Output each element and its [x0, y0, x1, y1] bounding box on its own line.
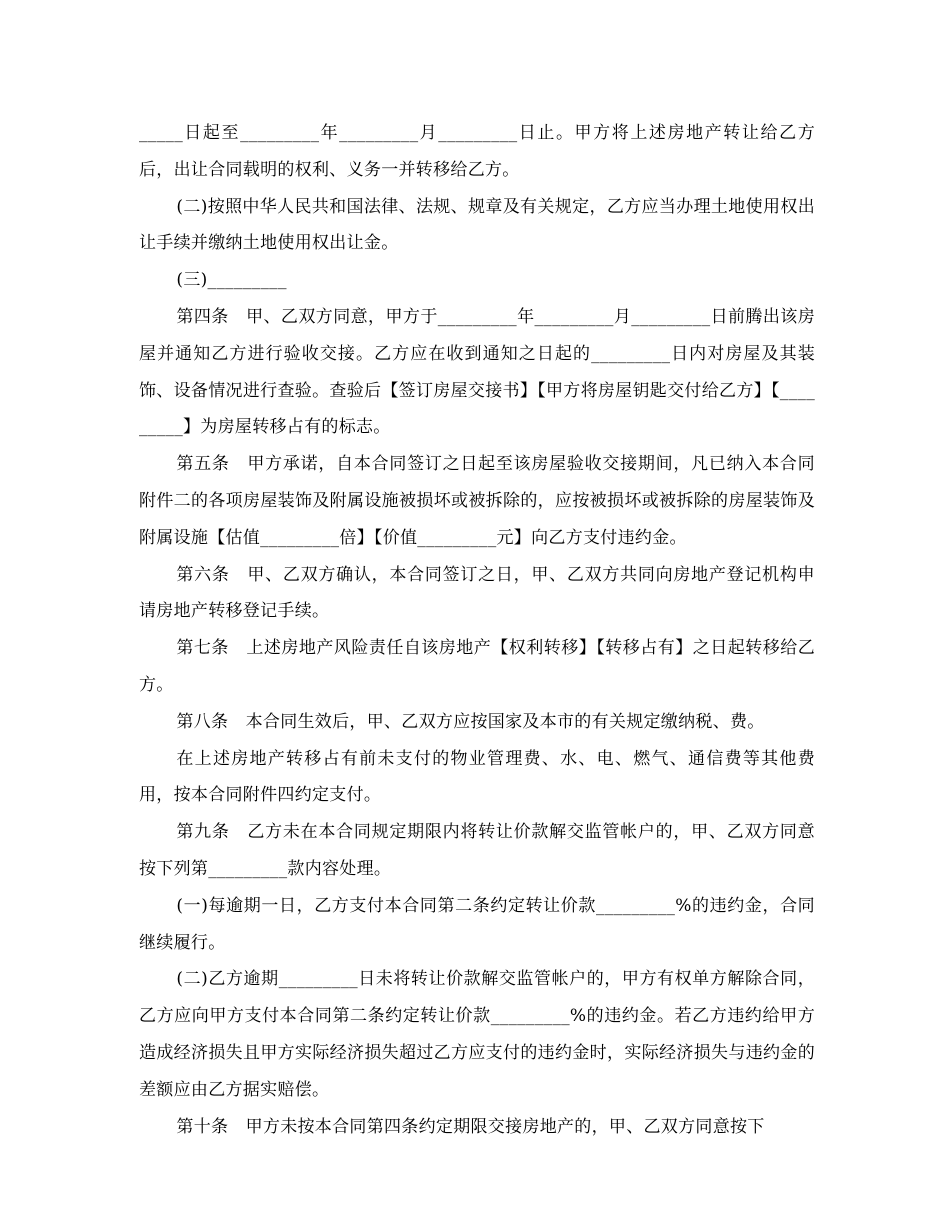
paragraph-article-8: 第八条 本合同生效后，甲、乙双方应按国家及本市的有关规定缴纳税、费。	[176, 711, 765, 732]
paragraph-article-6: 第六条 甲、乙双方确认，本合同签订之日，甲、乙双方共同向房地产登记机构申请房地产转移登记手续。	[139, 564, 815, 622]
paragraph-article-9-item-1: (一)每逾期一日，乙方支付本合同第二条约定转让价款_________%的违约金，合同继续履行。	[139, 895, 815, 953]
paragraph-article-5: 第五条 甲方承诺，自本合同签订之日起至该房屋验收交接期间，凡已纳入本合同附件二的各项房屋装饰及附属设施被损坏或被拆除的，应按被损坏或被拆除的房屋装饰及附属设施【估值_________倍】【价值_________元】向乙方支付违约金。	[139, 454, 815, 548]
paragraph-land-use-right: (二)按照中华人民共和国法律、法规、规章及有关规定，乙方应当办理土地使用权出让手续并缴纳土地使用权出让金。	[139, 196, 815, 254]
paragraph-article-4: 第四条 甲、乙双方同意，甲方于_________年_________月_________日前腾出该房屋并通知乙方进行验收交接。乙方应在收到通知之日起的_________日内对房屋及其装饰、设备情况进行查验。查验后【签订房屋交接书】【甲方将房屋钥匙交付给乙方】【_________】为房屋转移占有的标志。	[139, 306, 815, 438]
paragraph-article-10: 第十条 甲方未按本合同第四条约定期限交接房地产的，甲、乙双方同意按下	[176, 1116, 765, 1137]
paragraph-item-three: (三)_________	[176, 270, 287, 291]
paragraph-article-9: 第九条 乙方未在本合同规定期限内将转让价款解交监管帐户的，甲、乙双方同意按下列第_________款内容处理。	[139, 822, 815, 879]
paragraph-article-7: 第七条 上述房地产风险责任自该房地产【权利转移】【转移占有】之日起转移给乙方。	[139, 638, 815, 695]
document-body	[139, 115, 815, 1145]
paragraph-article-9-item-2: (二)乙方逾期_________日未将转让价款解交监管帐户的，甲方有权单方解除合同，乙方应向甲方支付本合同第二条约定转让价款_________%的违约金。若乙方违约给甲方造成经济损失且甲方实际经济损失超过乙方应支付的违约金时，实际经济损失与违约金的差额应由乙方据实赔偿。	[139, 969, 815, 1100]
paragraph-transfer-term: _____日起至_________年_________月_________日止。甲方将上述房地产转让给乙方后，出让合同载明的权利、义务一并转移给乙方。	[139, 123, 815, 180]
paragraph-article-8-fees: 在上述房地产转移占有前未支付的物业管理费、水、电、燃气、通信费等其他费用，按本合同附件四约定支付。	[139, 748, 815, 806]
